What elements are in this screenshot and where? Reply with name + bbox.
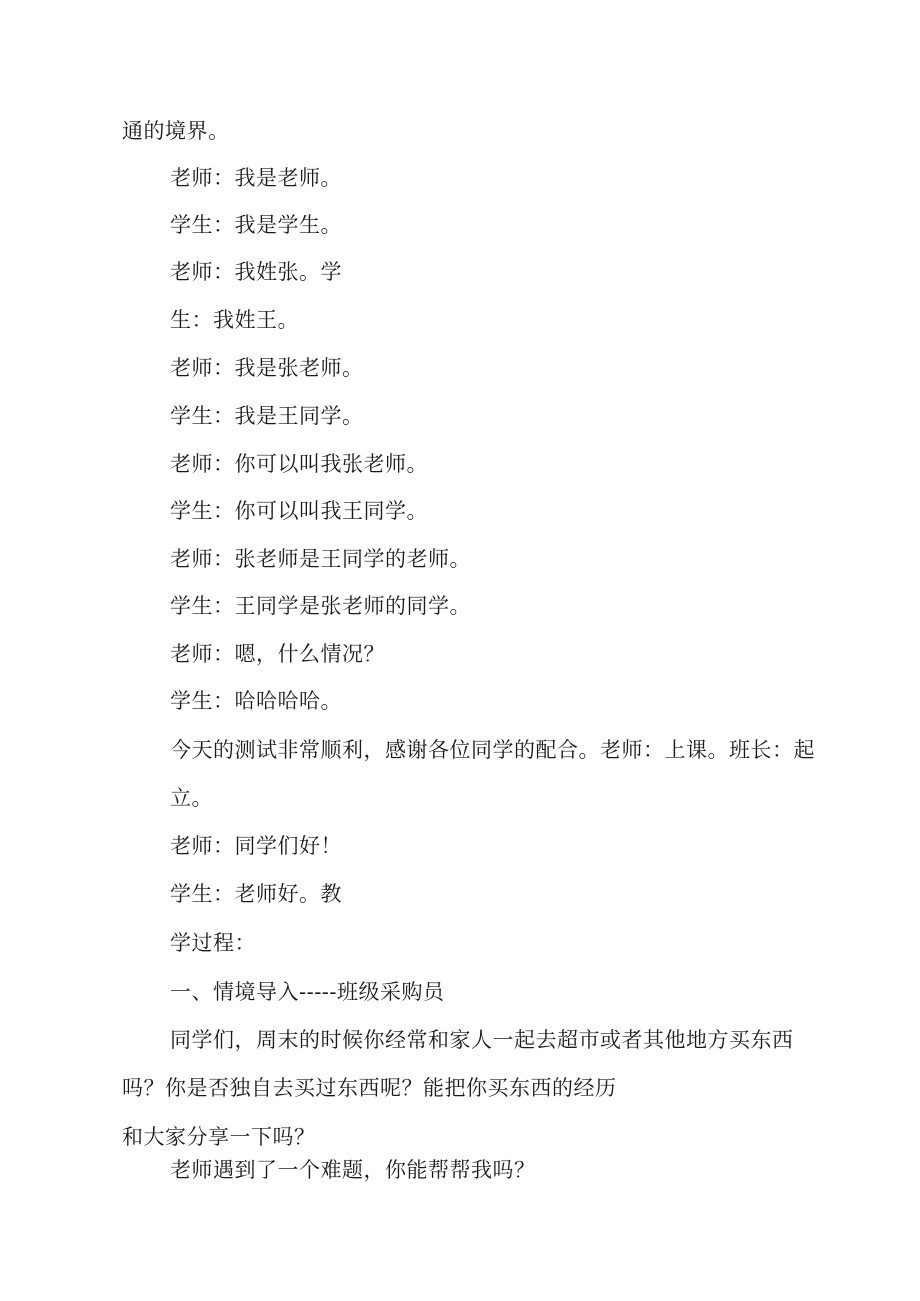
text-line: 老师：我是张老师。 (170, 356, 364, 380)
text-line: 和大家分享一下吗？ (122, 1125, 316, 1149)
text-line: 生：我姓王。 (170, 308, 299, 332)
text-line: 学生：哈哈哈哈。 (170, 689, 342, 713)
text-line: 学生：我是学生。 (170, 213, 342, 237)
text-line: 老师：张老师是王同学的老师。 (170, 547, 471, 571)
text-line: 老师：我是老师。 (170, 166, 342, 190)
text-line: 学生：王同学是张老师的同学。 (170, 594, 471, 618)
text-line: 吗？你是否独自去买过东西呢？能把你买东西的经历 (122, 1076, 617, 1100)
text-line: 学生：你可以叫我王同学。 (170, 499, 428, 523)
text-line: 一、情境导入-----班级采购员 (170, 980, 445, 1004)
text-line: 老师：我姓张。学 (170, 260, 342, 284)
text-line: 学生：我是王同学。 (170, 404, 364, 428)
text-line: 老师：同学们好！ (170, 834, 342, 858)
text-line: 立。 (170, 786, 213, 810)
text-line: 同学们，周末的时候你经常和家人一起去超市或者其他地方买东西 (170, 1028, 794, 1052)
text-line: 学过程： (170, 931, 256, 955)
text-line: 通的境界。 (122, 119, 230, 143)
text-line: 老师：嗯，什么情况？ (170, 642, 385, 666)
text-line: 老师：你可以叫我张老师。 (170, 452, 428, 476)
text-line: 学生：老师好。教 (170, 882, 342, 906)
text-line: 老师遇到了一个难题，你能帮帮我吗？ (170, 1158, 536, 1182)
text-line: 今天的测试非常顺利，感谢各位同学的配合。老师：上课。班长：起 (170, 738, 815, 762)
